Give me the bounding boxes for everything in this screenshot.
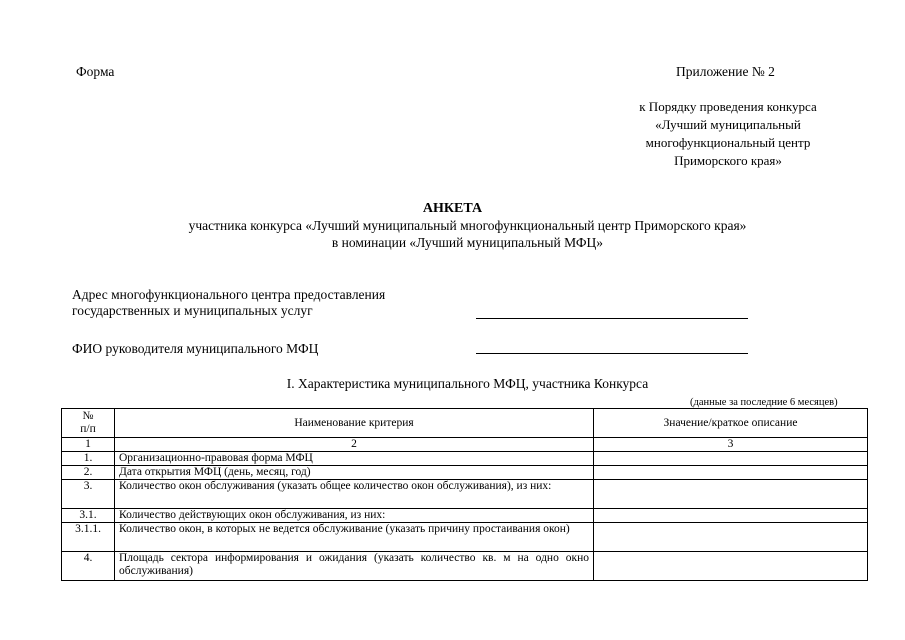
row-criterion: Площадь сектора информирования и ожидания (указать количество кв. м на одно окно обслуживания) xyxy=(115,552,594,581)
row-number: 3. xyxy=(62,480,115,509)
document-subtitle: участника конкурса «Лучший муниципальный многофункциональный центр Приморского края» xyxy=(188,218,747,233)
address-label-line: Адрес многофункционального центра предоставления xyxy=(72,287,386,302)
column-index: 1 xyxy=(62,438,115,452)
order-line: многофункциональный центр xyxy=(645,135,811,150)
table-row xyxy=(62,466,868,480)
row-value-cell[interactable] xyxy=(594,552,868,581)
table-header-row xyxy=(62,409,868,438)
order-line: Приморского края» xyxy=(674,153,782,168)
period-note: (данные за последние 6 месяцев) xyxy=(690,397,838,408)
address-fill-line[interactable] xyxy=(476,318,748,319)
criteria-table xyxy=(61,408,868,581)
row-number: 1. xyxy=(62,452,115,466)
row-criterion: Количество окон, в которых не ведется обслуживание (указать причину простаивания окон) xyxy=(115,523,594,552)
address-label-line: государственных и муниципальных услуг xyxy=(72,303,313,318)
table-row xyxy=(62,509,868,523)
column-index: 3 xyxy=(594,438,868,452)
section-title: I. Характеристика муниципального МФЦ, участника Конкурса xyxy=(286,376,649,391)
num-header-line: № xyxy=(82,410,94,422)
num-header xyxy=(62,409,115,438)
row-value-cell[interactable] xyxy=(594,452,868,466)
annex-label: Приложение № 2 xyxy=(676,64,775,79)
table-row xyxy=(62,452,868,466)
value-header: Значение/краткое описание xyxy=(594,409,868,438)
nomination-line: в номинации «Лучший муниципальный МФЦ» xyxy=(331,235,604,250)
row-value-cell[interactable] xyxy=(594,480,868,509)
table-row xyxy=(62,523,868,552)
row-number: 3.1.1. xyxy=(62,523,115,552)
row-criterion: Организационно-правовая форма МФЦ xyxy=(115,452,594,466)
row-value-cell[interactable] xyxy=(594,523,868,552)
column-index-row xyxy=(62,438,868,452)
director-label: ФИО руководителя муниципального МФЦ xyxy=(72,341,319,356)
table-row xyxy=(62,552,868,581)
address-label xyxy=(72,287,385,319)
row-number: 3.1. xyxy=(62,509,115,523)
order-reference xyxy=(600,98,856,170)
row-number: 2. xyxy=(62,466,115,480)
row-number: 4. xyxy=(62,552,115,581)
table-row xyxy=(62,480,868,509)
criterion-header: Наименование критерия xyxy=(115,409,594,438)
row-criterion: Количество окон обслуживания (указать общее количество окон обслуживания), из них: xyxy=(115,480,594,509)
row-criterion: Дата открытия МФЦ (день, месяц, год) xyxy=(115,466,594,480)
director-fill-line[interactable] xyxy=(476,353,748,354)
form-label: Форма xyxy=(76,64,115,79)
row-value-cell[interactable] xyxy=(594,509,868,523)
column-index: 2 xyxy=(115,438,594,452)
document-title: АНКЕТА xyxy=(422,201,483,216)
num-header-line: п/п xyxy=(80,423,96,435)
row-criterion: Количество действующих окон обслуживания, из них: xyxy=(115,509,594,523)
row-value-cell[interactable] xyxy=(594,466,868,480)
order-line: «Лучший муниципальный xyxy=(655,117,801,132)
order-line: к Порядку проведения конкурса xyxy=(639,99,817,114)
